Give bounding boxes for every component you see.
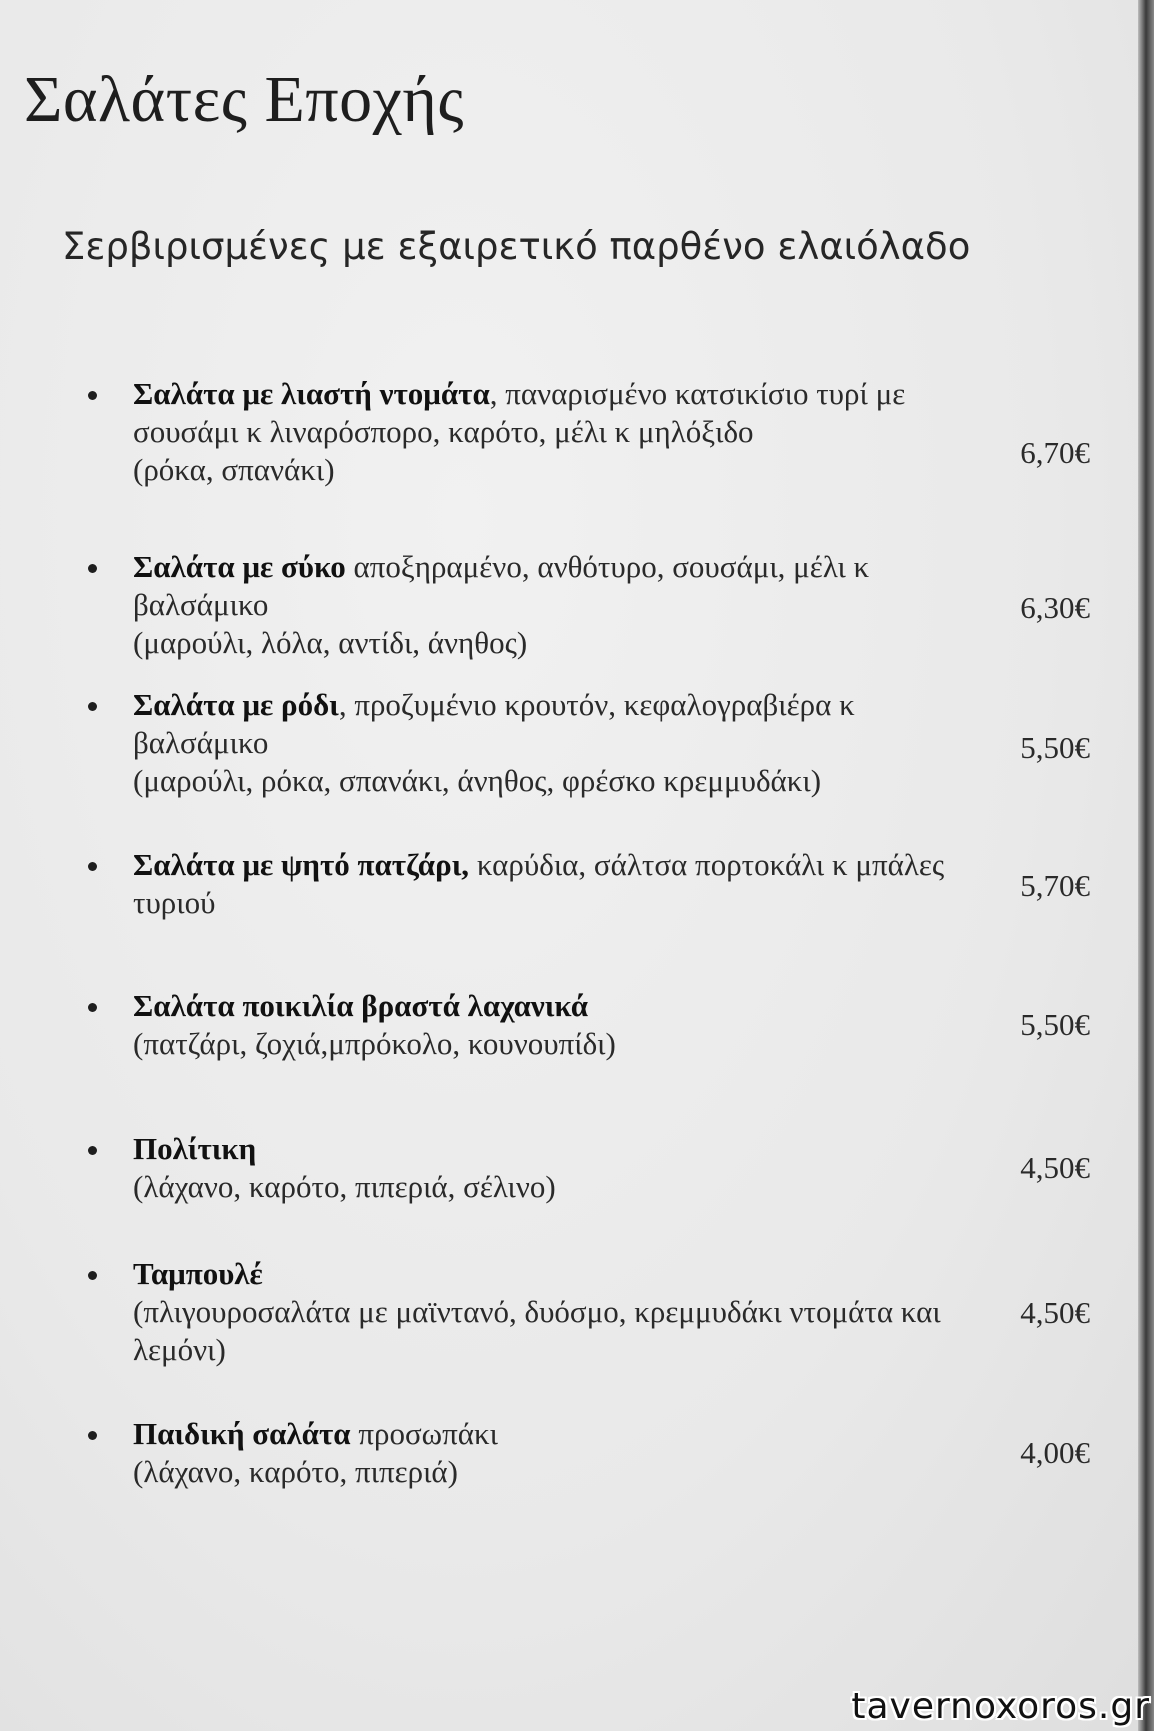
menu-item-text [133, 1415, 993, 1491]
bullet-icon [88, 564, 97, 573]
site-watermark: tavernoxoros.gr [851, 1686, 1150, 1727]
menu-item-name: Παιδική σαλάτα [133, 1416, 351, 1451]
menu-item-text [133, 987, 993, 1063]
menu-item-description: καρύδια, σάλτσα πορτοκάλι κ μπάλες τυριού [133, 847, 945, 920]
menu-item-greens: (πατζάρι, ζοχιά,μπρόκολο, κουνουπίδι) [133, 1026, 616, 1061]
menu-item-text [133, 846, 993, 922]
menu-item-price: 5,50€ [1020, 1007, 1090, 1042]
menu-item-text [133, 1255, 993, 1369]
menu-item-greens: (λάχανο, καρότο, πιπεριά, σέλινο) [133, 1169, 556, 1204]
menu-item-price: 4,50€ [1020, 1150, 1090, 1185]
menu-item-price: 6,70€ [1020, 435, 1090, 470]
menu-item-name: Σαλάτα με ρόδι [133, 687, 339, 722]
menu-item-price: 5,70€ [1020, 868, 1090, 903]
menu-item-description: αποξηραμένο, ανθότυρο, σουσάμι, μέλι κ βαλσάμικο [133, 549, 870, 622]
bullet-icon [88, 862, 97, 871]
menu-item-text [133, 1130, 993, 1206]
menu-item-description: , προζυμένιο κρουτόν, κεφαλογραβιέρα κ βαλσάμικο [133, 687, 855, 760]
menu-item-text [133, 375, 993, 489]
menu-item-name: Πολίτικη [133, 1131, 257, 1166]
menu-item-name: Σαλάτα με ψητό πατζάρι, [133, 847, 470, 882]
bullet-icon [88, 702, 97, 711]
bullet-icon [88, 1431, 97, 1440]
bullet-icon [88, 1146, 97, 1155]
menu-item-greens: (μαρούλι, ρόκα, σπανάκι, άνηθος, φρέσκο κρεμμυδάκι) [133, 763, 822, 798]
menu-item-price: 5,50€ [1020, 730, 1090, 765]
menu-item-text [133, 686, 993, 800]
menu-item-name: Σαλάτα με σύκο [133, 549, 346, 584]
binding-spine [1138, 0, 1154, 1731]
page-title: Σαλάτες Εποχής [24, 63, 465, 136]
menu-item-price: 6,30€ [1020, 590, 1090, 625]
menu-item-price: 4,00€ [1020, 1435, 1090, 1470]
bullet-icon [88, 1003, 97, 1012]
menu-item-greens: (μαρούλι, λόλα, αντίδι, άνηθος) [133, 625, 528, 660]
menu-item-description: , παναρισμένο κατσικίσιο τυρί με σουσάμι κ λιναρόσπορο, καρότο, μέλι κ μηλόξιδο [133, 376, 906, 449]
menu-item-greens: (ρόκα, σπανάκι) [133, 452, 335, 487]
menu-item-name: Σαλάτα ποικιλία βραστά λαχανικά [133, 988, 589, 1023]
menu-item-text [133, 548, 993, 662]
menu-item-price: 4,50€ [1020, 1295, 1090, 1330]
page-subtitle: Σερβιρισμένες με εξαιρετικό παρθένο ελαιόλαδο [62, 225, 971, 268]
bullet-icon [88, 391, 97, 400]
menu-item-description: προσωπάκι [350, 1416, 498, 1451]
bullet-icon [88, 1271, 97, 1280]
menu-item-greens: (λάχανο, καρότο, πιπεριά) [133, 1454, 458, 1489]
menu-item-name: Ταμπουλέ [133, 1256, 263, 1291]
menu-item-name: Σαλάτα με λιαστή ντομάτα [133, 376, 490, 411]
menu-item-greens: (πλιγουροσαλάτα με μαϊντανό, δυόσμο, κρεμμυδάκι ντομάτα και λεμόνι) [133, 1294, 941, 1367]
